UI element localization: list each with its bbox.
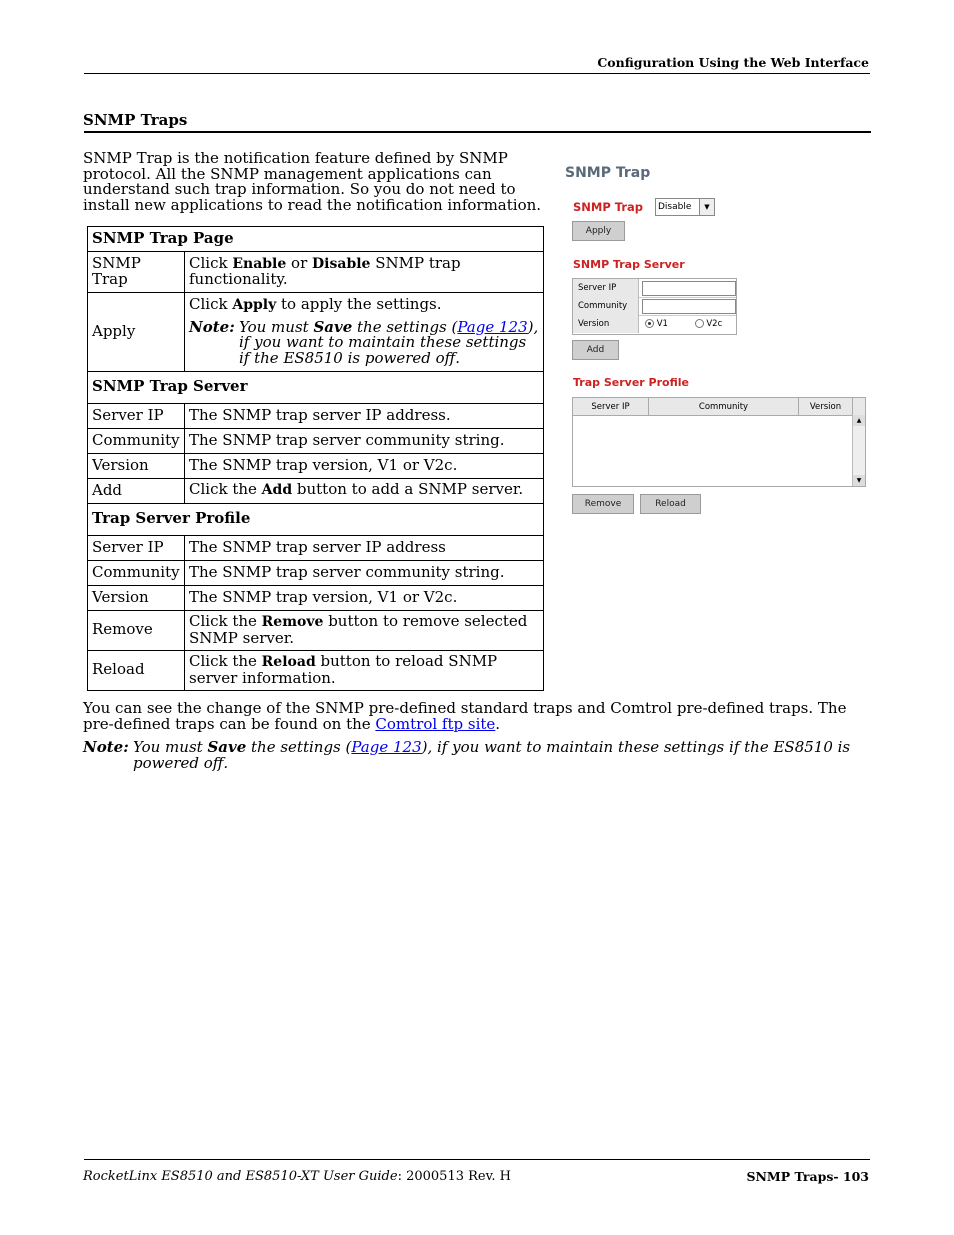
page-link[interactable]: Page 123 bbox=[457, 317, 528, 336]
table-cell-label: Server IP bbox=[88, 403, 185, 428]
table-group-header: SNMP Trap Page bbox=[88, 227, 544, 252]
v2c-label: V2c bbox=[706, 319, 723, 329]
table-cell-desc: The SNMP trap version, V1 or V2c. bbox=[185, 585, 544, 610]
table-cell-label: Version bbox=[88, 453, 185, 478]
table-cell-desc: Click Enable or Disable SNMP trap functionality. bbox=[185, 251, 544, 292]
table-cell-label: Version bbox=[88, 585, 185, 610]
reload-button[interactable]: Reload bbox=[640, 494, 701, 514]
v1-label: V1 bbox=[656, 319, 668, 329]
snmp-trap-label: SNMP Trap bbox=[573, 200, 644, 214]
apply-button[interactable]: Apply bbox=[572, 221, 625, 241]
scroll-down-icon[interactable]: ▼ bbox=[853, 475, 865, 486]
table-cell-label: Add bbox=[88, 478, 185, 503]
footer-page-number: SNMP Traps- 103 bbox=[746, 1169, 869, 1184]
table-cell-label: Apply bbox=[88, 292, 185, 371]
community-input[interactable] bbox=[642, 299, 736, 314]
trap-profile-grid bbox=[572, 397, 866, 487]
after-paragraph: You can see the change of the SNMP pre-defined standard traps and Comtrol pre-defined traps. The pre-defined traps can be found on the Comtrol ftp site. bbox=[83, 699, 847, 733]
add-button[interactable]: Add bbox=[572, 340, 619, 360]
remove-button[interactable]: Remove bbox=[572, 494, 634, 514]
table-cell-desc: The SNMP trap server community string. bbox=[185, 560, 544, 585]
table-cell-desc: The SNMP trap server IP address. bbox=[185, 403, 544, 428]
col-version[interactable]: Version bbox=[799, 398, 853, 415]
table-cell-label: Community bbox=[88, 428, 185, 453]
description-table bbox=[87, 226, 544, 691]
table-cell-desc: Click the Add button to add a SNMP server. bbox=[185, 478, 544, 503]
table-cell-desc: The SNMP trap server IP address bbox=[185, 535, 544, 560]
grid-scrollbar[interactable] bbox=[852, 415, 865, 486]
grid-header bbox=[573, 398, 865, 416]
footer-left: RocketLinx ES8510 and ES8510-XT User Guide: 2000513 Rev. H bbox=[83, 1169, 512, 1184]
section-rule bbox=[84, 131, 871, 133]
chevron-down-icon: ▼ bbox=[699, 199, 714, 215]
bottom-note: Note: You must Save the settings (Page 123), if you want to maintain these settings if the ES8510 is powered off. bbox=[83, 738, 851, 772]
table-group-header: SNMP Trap Server bbox=[88, 371, 544, 403]
table-cell-desc: The SNMP trap version, V1 or V2c. bbox=[185, 453, 544, 478]
snmp-trap-select[interactable]: Disable ▼ bbox=[655, 198, 715, 216]
community-label: Community bbox=[573, 297, 639, 315]
page-link[interactable]: Page 123 bbox=[351, 738, 422, 756]
scroll-up-icon[interactable]: ▲ bbox=[853, 415, 865, 426]
table-cell-label: SNMP Trap bbox=[88, 251, 185, 292]
table-group-header: Trap Server Profile bbox=[88, 503, 544, 535]
table-cell-desc: Click the Remove button to remove selected SNMP server. bbox=[185, 610, 544, 650]
trap-server-title: SNMP Trap Server bbox=[573, 258, 685, 271]
header-rule bbox=[84, 73, 870, 74]
col-community[interactable]: Community bbox=[649, 398, 799, 415]
table-cell-desc: The SNMP trap server community string. bbox=[185, 428, 544, 453]
table-cell-desc: Click the Reload button to reload SNMP server information. bbox=[185, 650, 544, 690]
ftp-site-link[interactable]: Comtrol ftp site bbox=[375, 714, 496, 733]
table-cell-label: Community bbox=[88, 560, 185, 585]
table-cell-desc: Click Apply to apply the settings. Note: You must Save the settings (Page 123), if you want to maintain these settings if the ES8510 is powered off. bbox=[185, 292, 544, 371]
intro-paragraph: SNMP Trap is the notification feature defined by SNMP protocol. All the SNMP management applications can understand such trap information. So you do not need to install new applications to read the notification information. bbox=[83, 149, 542, 214]
table-cell-label: Remove bbox=[88, 610, 185, 650]
v1-radio[interactable] bbox=[645, 319, 654, 328]
table-cell-label: Server IP bbox=[88, 535, 185, 560]
v2c-radio[interactable] bbox=[695, 319, 704, 328]
table-cell-label: Reload bbox=[88, 650, 185, 690]
running-header: Configuration Using the Web Interface bbox=[597, 55, 869, 70]
server-ip-input[interactable] bbox=[642, 281, 736, 296]
version-label: Version bbox=[573, 315, 639, 333]
trap-server-form bbox=[572, 278, 737, 335]
inline-note: Note: You must Save the settings (Page 123), if you want to maintain these settings if the ES8510 is powered off. bbox=[189, 317, 539, 367]
snmp-trap-panel-title: SNMP Trap bbox=[565, 165, 651, 181]
server-ip-label: Server IP bbox=[573, 279, 639, 297]
col-server-ip[interactable]: Server IP bbox=[573, 398, 649, 415]
trap-profile-title: Trap Server Profile bbox=[573, 376, 689, 389]
footer-rule bbox=[84, 1159, 870, 1160]
section-title: SNMP Traps bbox=[83, 111, 188, 129]
